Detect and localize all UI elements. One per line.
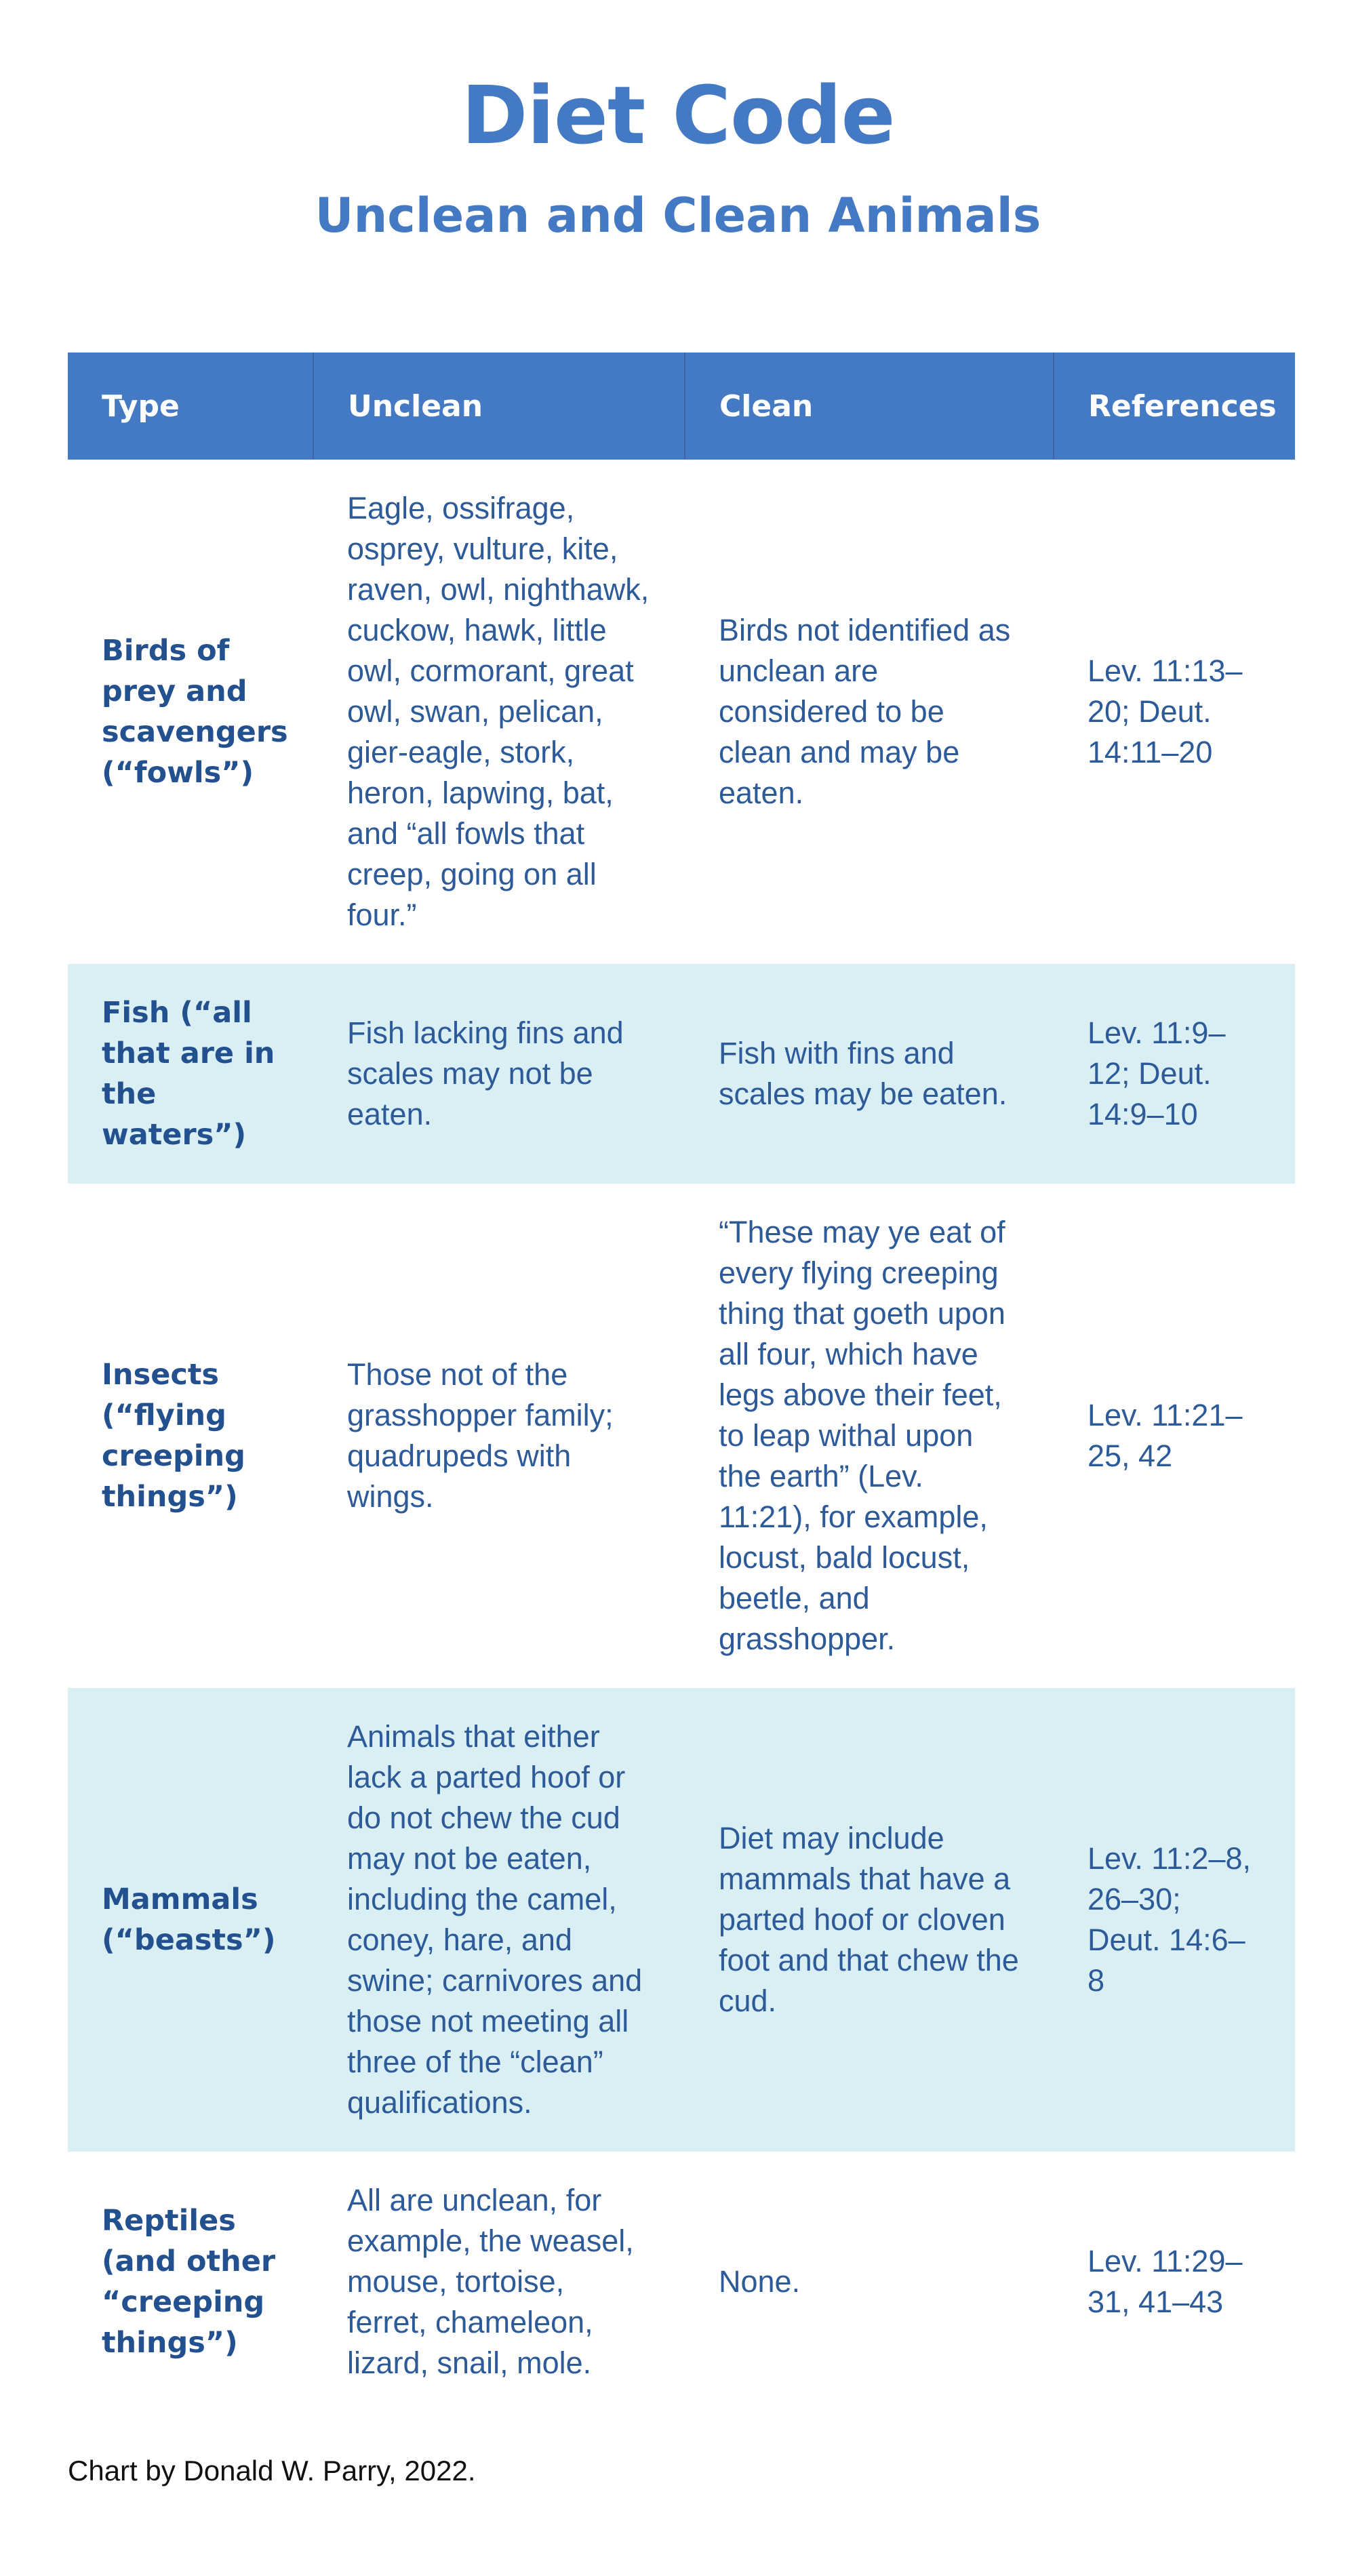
table-row-mammals <box>68 1688 1295 2152</box>
unclean-cell: Eagle, ossifrage, osprey, vulture, kite, raven, owl, nighthawk, cuckow, hawk, little owl, cormorant, great owl, swan, pelican, gier-eagle, stork, heron, lapwing, bat, and “all fowls that creep, going on all four.” <box>347 491 650 932</box>
table-row-reptiles <box>68 2152 1295 2412</box>
unclean-cell: All are unclean, for example, the weasel, mouse, tortoise, ferret, chameleon, lizard, snail, mole. <box>347 2183 634 2380</box>
unclean-cell: Fish lacking fins and scales may not be eaten. <box>313 964 685 1184</box>
clean-cell: Birds not identified as unclean are considered to be clean and may be eaten. <box>719 613 1011 810</box>
column-header-clean: Clean <box>685 353 1054 460</box>
clean-cell: Diet may include mammals that have a parted hoof or cloven foot and that chew the cud. <box>685 1688 1054 2152</box>
clean-cell: None. <box>719 2264 801 2299</box>
table-row-fish <box>68 964 1295 1184</box>
clean-cell: Fish with fins and scales may be eaten. <box>685 964 1054 1184</box>
table-row-birds <box>68 460 1295 964</box>
references-cell: Lev. 11:29–31, 41–43 <box>1088 2244 1243 2319</box>
unclean-cell: Animals that either lack a parted hoof or do not chew the cud may not be eaten, including the camel, coney, hare, and swine; carnivores and those not meeting all three of the “clean” qualifications. <box>313 1688 685 2152</box>
column-header-references: References <box>1088 388 1277 424</box>
references-cell: Lev. 11:13–20; Deut. 14:11–20 <box>1088 653 1243 769</box>
type-cell: Reptiles (and other “creeping things”) <box>102 2204 276 2360</box>
chart-credit: Chart by Donald W. Parry, 2022. <box>68 2455 476 2487</box>
column-header-type: Type <box>68 353 313 460</box>
references-cell: Lev. 11:21–25, 42 <box>1088 1398 1243 1473</box>
type-cell: Birds of prey and scavengers (“fowls”) <box>102 634 288 790</box>
type-cell: Fish (“all that are in the waters”) <box>68 964 313 1184</box>
type-cell: Insects (“flying creeping things”) <box>102 1358 245 1514</box>
page-title: Diet Code <box>461 68 895 162</box>
diet-code-table <box>68 353 1295 2412</box>
unclean-cell: Those not of the grasshopper family; quadrupeds with wings. <box>347 1357 614 1514</box>
clean-cell: “These may ye eat of every flying creeping thing that goeth upon all four, which have legs above their feet, to leap withal upon the earth” (Lev. 11:21), for example, locust, bald locust, beetle, and grasshopper. <box>719 1215 1005 1656</box>
table-row-insects <box>68 1184 1295 1688</box>
type-cell: Mammals (“beasts”) <box>68 1688 313 2152</box>
references-cell: Lev. 11:9–12; Deut. 14:9–10 <box>1054 964 1295 1184</box>
references-cell: Lev. 11:2–8, 26–30; Deut. 14:6–8 <box>1054 1688 1295 2152</box>
column-header-unclean: Unclean <box>313 353 685 460</box>
page-subtitle: Unclean and Clean Animals <box>315 188 1041 243</box>
table-header-row <box>68 353 1295 460</box>
